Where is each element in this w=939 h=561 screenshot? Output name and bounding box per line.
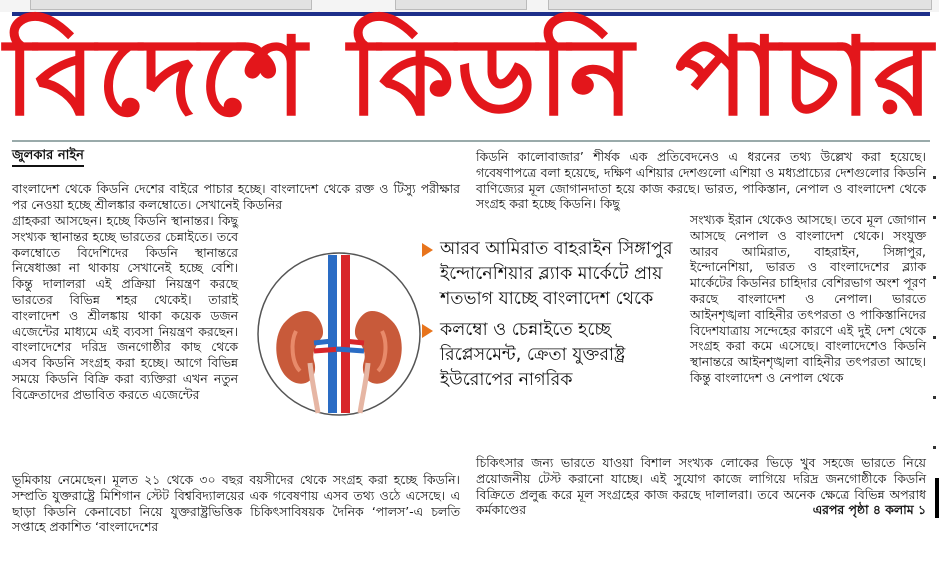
inset-bullet-text: আরব আমিরাত বাহরাইন সিঙ্গাপুর ইন্দোনেশিয়ার ব্ল্যাক মার্কেটে প্রায় শতভাগ যাচ্ছে বাংলাদেশ থেকে: [440, 239, 673, 309]
inset-box: [246, 231, 686, 437]
right-column-middle-text: [690, 212, 926, 386]
continued-link[interactable]: এরপর পৃষ্ঠা ৪ কলাম ১: [812, 502, 926, 518]
byline: জুলকার নাইন: [12, 148, 84, 167]
edge-mark: [933, 446, 936, 449]
top-strip-block: [395, 0, 527, 10]
edge-mark: [933, 176, 936, 179]
left-column-top-text: [12, 181, 460, 213]
kidney-illustration-icon: [256, 251, 422, 417]
edge-mark: [933, 216, 936, 219]
edge-mark: [933, 336, 936, 339]
right-edge-bar: [935, 478, 939, 518]
article-paragraph: ভূমিকায় নেমেছেন। মূলত ২১ থেকে ৩০ বছর বয়সীদের থেকে সংগ্রহ করা হচ্ছে কিডনি। সম্প্রতি যুক্তরাষ্ট্রে মিশিগান স্টেট বিশ্ববিদ্যালয়ের এক গবেষণায় এসব তথ্য ওঠে এসেছে। এ ছাড়া কিডনি কেনাবেচা নিয়ে যুক্তরাষ্ট্রভিত্তিক চিকিৎসাবিষয়ক দৈনিক ‘পালস’-এ চলতি সপ্তাহে প্রকাশিত ‘বাংলাদেশের: [12, 472, 460, 535]
headline: বিদেশে কিডনি পাচার: [4, 15, 935, 140]
left-column-bottom-text: [12, 472, 460, 535]
inset-bullet: [422, 318, 686, 393]
article-paragraph: [476, 455, 926, 518]
inset-bullet-text: কলম্বো ও চেন্নাইতে হচ্ছে রিপ্লেসমেন্ট, ক্রেতা যুক্তরাষ্ট্র ইউরোপের নাগরিক: [440, 320, 626, 390]
top-strip: [0, 0, 939, 12]
headline-rule: [12, 140, 930, 142]
right-column-bottom-text: [476, 455, 926, 518]
left-column-middle-text: [12, 213, 238, 403]
top-strip-block: [30, 0, 312, 10]
arrow-icon: [422, 243, 433, 257]
article-paragraph: সংখ্যক ইরান থেকেও আসছে। তবে মূল জোগান আসছে নেপাল ও বাংলাদেশ থেকে। সংযুক্ত আরব আমিরাত, বাহরাইন, সিঙ্গাপুর, ইন্দোনেশিয়া, ভারত ও বাংলাদেশের ব্ল্যাক মার্কেটের কিডনির চাহিদার বেশিরভাগ অংশ পূরণ করছে বাংলাদেশ ও নেপাল। ভারতে আইনশৃঙ্খলা বাহিনীর তৎপরতা ও পাকিস্তানিদের বিদেশযাত্রায় সন্দেহের কারণে এই দুই দেশ থেকে সংগ্রহ করা কমে এসেছে। বাংলাদেশেও কিডনি স্থানান্তরে আইনশৃঙ্খলা বাহিনীর তৎপরতা আছে। কিন্তু বাংলাদেশ ও নেপাল থেকে: [690, 212, 926, 385]
article-paragraph-text: চিকিৎসার জন্য ভারতে যাওয়া বিশাল সংখ্যক লোকের ভিড়ে খুব সহজে ভারতে নিয়ে প্রয়োজনীয় টেস্ট করানো যাচ্ছে। এই সুযোগ কাজে লাগিয়ে দরিদ্র জনগোষ্ঠীকে কিডনি বিক্রিতে প্রলুব্ধ করে মূল সংগ্রহের কাজ করছে দালালরা। তবে অনেক ক্ষেত্রে বিভিন্ন অপরাধ কর্মকাণ্ডের: [476, 455, 926, 518]
right-column-top-text: [476, 149, 926, 212]
edge-mark: [933, 396, 936, 399]
article-paragraph: বাংলাদেশ থেকে কিডনি দেশের বাইরে পাচার হচ্ছে। বাংলাদেশ থেকে রক্ত ও টিস্যু পরীক্ষার পর নেওয়া হচ্ছে শ্রীলঙ্কার কলম্বোতে। সেখানেই কিডনির: [12, 181, 460, 212]
article-paragraph: কিডনি কালোবাজার’ শীর্ষক এক প্রতিবেদনেও এ ধরনের তথ্য উল্লেখ করা হয়েছে। গবেষণাপত্রে বলা হয়েছে, দক্ষিণ এশিয়ার দেশগুলো এশিয়া ও মধ্যপ্রাচ্যের দেশগুলোর কিডনি বাণিজ্যের মূল জোগানদাতা হয়ে কাজ করছে। ভারত, পাকিস্তান, নেপাল ও বাংলাদেশ থেকে সংগ্রহ করা হচ্ছে কিডনি। কিছু: [476, 149, 926, 212]
inset-bullet: [422, 237, 686, 312]
article-paragraph: গ্রাহকরা আসছেন। হচ্ছে কিডনি স্থানান্তর। কিছু সংখ্যক স্থানান্তর হচ্ছে ভারতের চেন্নাইতে। তবে কলম্বোতে বিদেশিদের কিডনি স্থানান্তরে নিষেধাজ্ঞা না থাকায় সেখানেই হচ্ছে বেশি। কিন্তু দালালরা এই প্রক্রিয়া নিয়ন্ত্রণ করছে ভারতের বিভিন্ন শহর থেকেই। তারাই বাংলাদেশ ও শ্রীলঙ্কায় থাকা কয়েক ডজন এজেন্টের মাধ্যমে এই ব্যবসা নিয়ন্ত্রণ করছেন। বাংলাদেশের দরিদ্র জনগোষ্ঠীর কাছ থেকে এসব কিডনি সংগ্রহ করা হচ্ছে। আগে বিভিন্ন সময়ে কিডনি বিক্রি করা ব্যক্তিরা এখন নতুন বিক্রেতাদের প্রভাবিত করতে এজেন্টের: [12, 213, 238, 402]
arrow-icon: [422, 324, 433, 338]
edge-mark: [933, 276, 936, 279]
top-strip-block: [548, 0, 932, 10]
inset-bullets: [422, 237, 686, 399]
